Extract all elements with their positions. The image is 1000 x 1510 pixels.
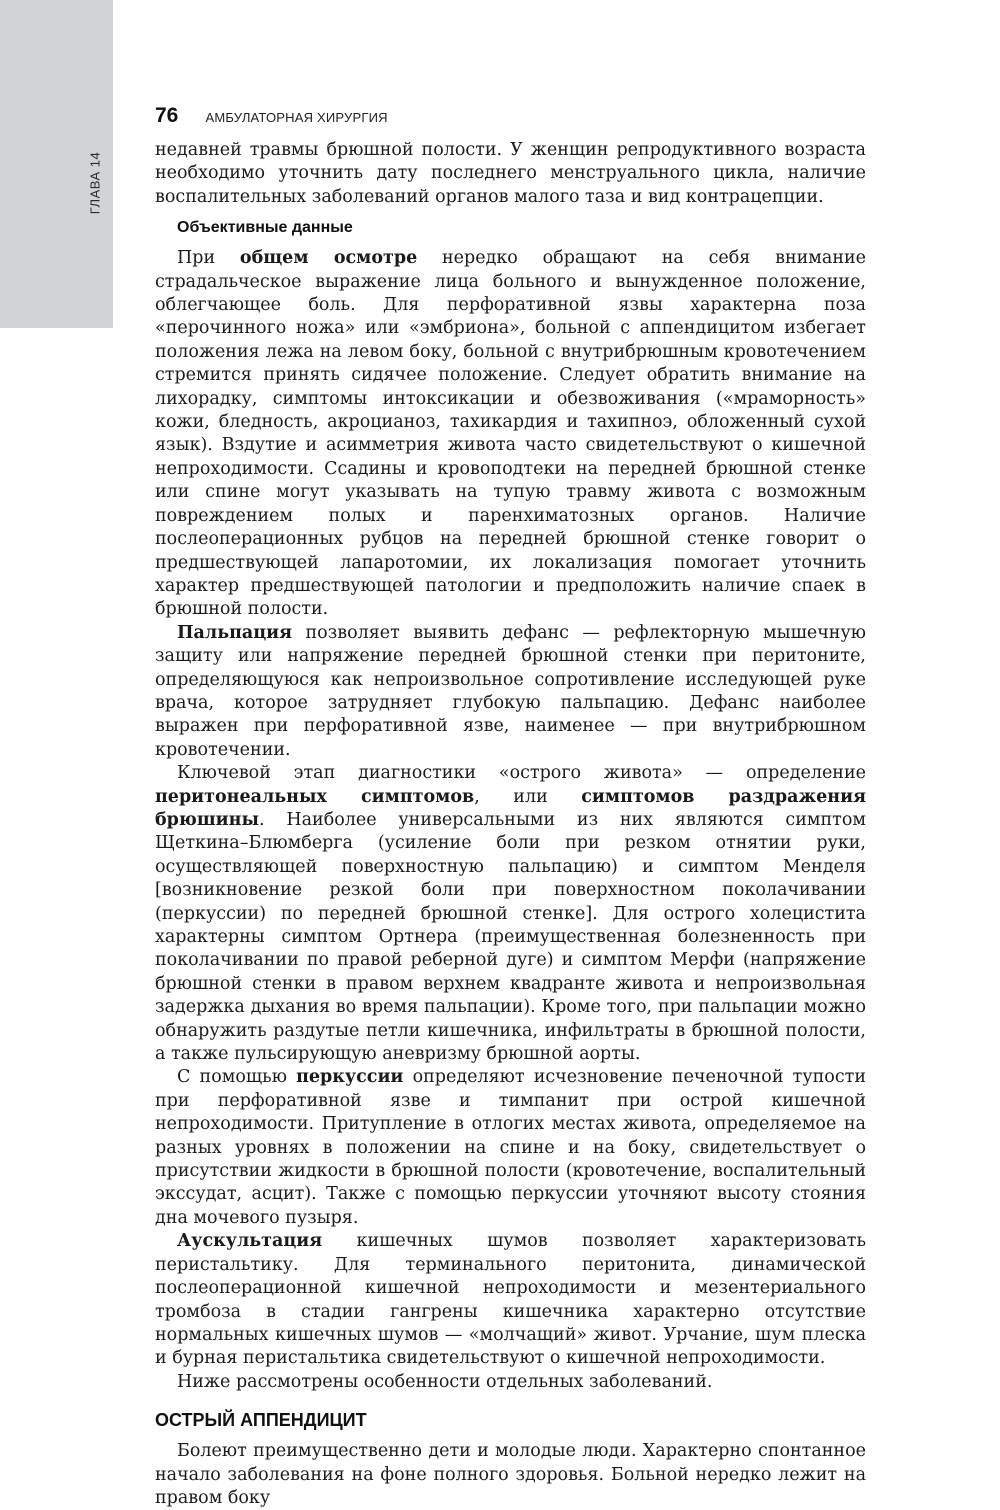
paragraph-auscultation [155,1230,866,1370]
subheading-objective-data: Объективные данные [177,219,353,237]
term-general-exam: общем осмотре [239,248,418,269]
chapter-label: ГЛАВА 14 [87,151,103,215]
body-text [155,139,866,1510]
page-header [155,104,388,128]
text-run: С помощью [177,1067,297,1088]
section-title-acute-appendicitis: ОСТРЫЙ АППЕНДИЦИТ [155,1410,367,1431]
paragraph-peritoneal-symptoms [155,762,866,1066]
text-run: При [177,248,240,269]
text-run: , или [474,786,582,807]
term-peritoneal-symptoms: перитонеальных симптомов [155,786,475,807]
term-palpation: Пальпация [177,622,293,643]
paragraph-appendicitis-intro: Болеют преимущественно дети и молодые люди. Характерно спонтанное начало заболевания на фоне полного здоровья. Больной нередко лежит на правом боку [155,1441,866,1508]
term-peritoneal-irritation: симптомов раздражения брюшины [155,786,866,830]
running-title: АМБУЛАТОРНАЯ ХИРУРГИЯ [205,110,388,125]
text-run: . Наиболее универсальными из них являются симптом Щеткина–Блюмберга (усиление боли при резком отнятии руки, осуществляющей поверхностную пальпацию) и симптом Менделя [возникновение резкой боли при поверхностном поколачивании (перкуссии) по передней брюшной стенке]. Для острого холецистита характерны симптом Ортнера (преимущественная болезненность при поколачивании по правой реберной дуге) и симптом Мерфи (напряжение брюшной стенки в правом верхнем квадранте живота и непроизвольная задержка дыхания во время пальпации). Кроме того, при пальпации можно обнаружить раздутые петли кишечника, инфильтраты в брюшной полости, а также пульсирующую аневризму брюшной аорты. [155,809,866,1065]
term-percussion: перкуссии [296,1067,404,1088]
paragraph-palpation [155,622,866,762]
text-run: кишечных шумов позволяет характеризовать перистальтику. Для терминального перитонита, динамической послеоперационной кишечной непроходимости и мезентериального тромбоза в стадии гангрены кишечника характерно отсутствие нормальных кишечных шумов — «молчащий» живот. Урчание, шум плеска и бурная перистальтика свидетельствуют о кишечной непроходимости. [155,1231,866,1369]
text-run: Ключевой этап диагностики «острого живота» — определение [177,763,866,784]
text-run: определяют исчезновение печеночной тупости при перфоративной язве и тимпанит при острой кишечной непроходимости. Притупление в отлогих местах живота, определяемое на разных уровнях в положении на спине и на боку, свидетельствует о присутствии жидкости в брюшной полости (кровотечение, воспалительный экссудат, асцит). Также с помощью перкуссии уточняют высоту стояния дна мочевого пузыря. [155,1067,866,1228]
text-run: нередко обращают на себя внимание страдальческое выражение лица больного и вынужденное положение, облегчающее боль. Для перфоративной язвы характерна поза «перочинного ножа» или «эмбриона», больной с аппендицитом избегает положения лежа на левом боку, больной с внутрибрюшным кровотечением стремится принять сидячее положение. Следует обратить внимание на лихорадку, симптомы интоксикации и обезвоживания («мраморность» кожи, бледность, акроцианоз, тахикардия и тахипноэ, обложенный сухой язык). Вздутие и асимметрия живота часто свидетельствуют о кишечной непроходимости. Ссадины и кровоподтеки на передней брюшной стенке или спине могут указывать на тупую травму живота с возможным повреждением полых и паренхиматозных органов. Наличие послеоперационных рубцов на передней брюшной стенке говорит о предшествующей лапаротомии, их локализация помогает уточнить характер предшествующей патологии и предположить наличие спаек в брюшной полости. [155,248,866,620]
paragraph-general-exam [155,247,866,622]
text-run: позволяет выявить дефанс — рефлекторную мышечную защиту или напряжение передней брюшной стенки при перитоните, определяющуюся как непроизвольное сопротивление исследующей руке врача, которое затрудняет глубокую пальпацию. Дефанс наиболее выражен при перфоративной язве, наименее — при внутрибрюшном кровотечении. [155,622,866,760]
paragraph-continuation: недавней травмы брюшной полости. У женщин репродуктивного возраста необходимо уточнить дату последнего менструального цикла, наличие воспалительных заболеваний органов малого таза и вид контрацепции. [155,140,866,207]
page-number: 76 [155,104,179,127]
paragraph-transition: Ниже рассмотрены особенности отдельных заболеваний. [177,1371,713,1392]
paragraph-percussion [155,1066,866,1230]
term-auscultation: Аускультация [177,1231,323,1252]
